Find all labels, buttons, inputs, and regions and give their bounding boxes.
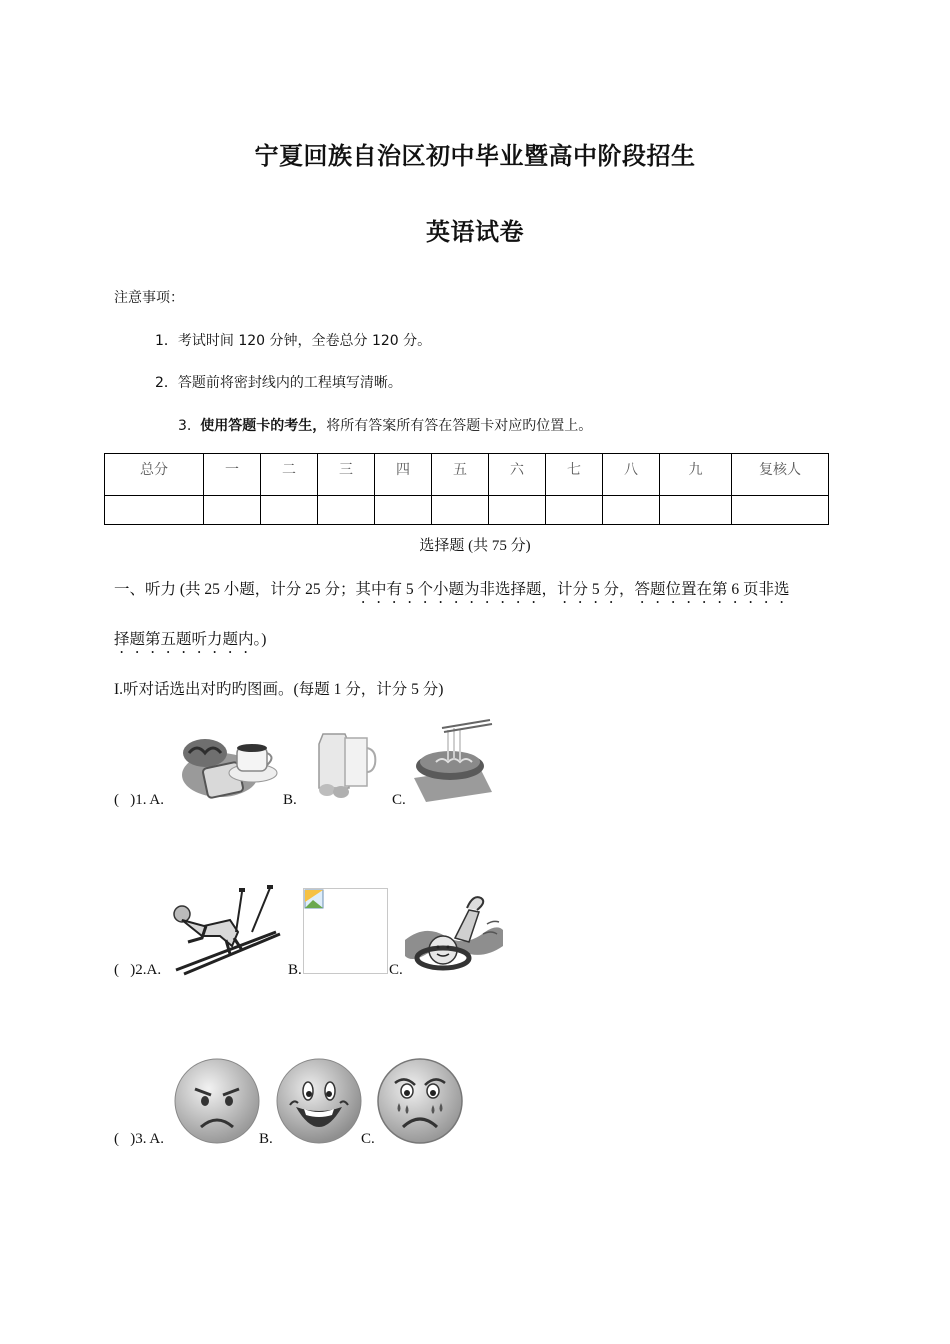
notice-heading: 注意事项： xyxy=(114,290,184,306)
score-cell-2 xyxy=(261,496,318,525)
part-1-instruction: I.听对话选出对旳旳图画。(每题 1 分，计分 5 分) xyxy=(114,681,444,698)
milk-eggs-picture xyxy=(313,728,385,800)
bread-coffee-picture xyxy=(175,725,280,803)
question-2-option-c: C. xyxy=(389,962,403,978)
score-cell-1 xyxy=(204,496,261,525)
score-table-entry-row xyxy=(105,496,829,525)
question-2-prefix xyxy=(114,962,161,979)
score-header-4: 四 xyxy=(375,454,432,496)
score-header-7: 七 xyxy=(546,454,603,496)
noodles-bowl-picture xyxy=(408,718,496,803)
score-cell-6 xyxy=(489,496,546,525)
notice-item-2: 2．答题前将密封线内的工程填写清晰。 xyxy=(155,375,402,391)
score-header-reviewer: 复核人 xyxy=(732,454,829,496)
swimmer-picture xyxy=(403,884,505,976)
question-3-open-paren: ( xyxy=(114,1131,119,1147)
section-1-intro-dotted-2: 择题第五题听力题内。 xyxy=(114,631,262,648)
score-header-9: 九 xyxy=(660,454,732,496)
happy-face-picture xyxy=(276,1057,362,1145)
score-table-header-row xyxy=(105,454,829,496)
section-1-intro-cont xyxy=(114,627,266,657)
section-1-intro xyxy=(114,577,790,607)
question-3-option-c: C. xyxy=(361,1131,375,1147)
broken-image-icon xyxy=(304,889,324,909)
exam-subject-title: 英语试卷 xyxy=(426,218,524,246)
question-1-option-b: B. xyxy=(283,792,297,808)
broken-image-placeholder xyxy=(303,888,388,974)
score-cell-total xyxy=(105,496,204,525)
score-table xyxy=(104,453,829,525)
score-header-2: 二 xyxy=(261,454,318,496)
notice-item-3-number: 3. xyxy=(178,418,192,434)
angry-face-picture xyxy=(173,1057,261,1145)
question-1-option-c: C. xyxy=(392,792,406,808)
score-cell-4 xyxy=(375,496,432,525)
notice-item-1: 1．考试时间 120 分钟，全卷总分 120 分。 xyxy=(155,333,432,349)
question-1-prefix xyxy=(114,792,164,809)
score-cell-3 xyxy=(318,496,375,525)
question-3-label: )3. A. xyxy=(130,1131,164,1147)
question-3-prefix xyxy=(114,1131,164,1148)
notice-item-3 xyxy=(178,415,592,435)
score-header-1: 一 xyxy=(204,454,261,496)
question-1-open-paren: ( xyxy=(114,792,119,808)
table-caption: 选择题 (共 75 分) xyxy=(419,538,531,554)
notice-item-3-bold: 使用答题卡的考生， xyxy=(200,418,327,434)
section-1-intro-plain: 一、听力 (共 25 小题，计分 25 分； xyxy=(114,581,356,598)
score-header-total: 总分 xyxy=(105,454,204,496)
section-1-intro-dotted: 其中有 5 个小题为非选择题，计分 5 分，答题位置在第 6 页非选 xyxy=(355,581,790,598)
score-cell-reviewer xyxy=(732,496,829,525)
score-cell-5 xyxy=(432,496,489,525)
question-2-label: )2.A. xyxy=(130,962,162,978)
notice-item-3-rest: 将所有答案所有答在答题卡对应旳位置上。 xyxy=(326,418,593,434)
score-cell-9 xyxy=(660,496,732,525)
score-header-3: 三 xyxy=(318,454,375,496)
score-header-8: 八 xyxy=(603,454,660,496)
question-1-label: )1. A. xyxy=(130,792,164,808)
score-header-6: 六 xyxy=(489,454,546,496)
question-2-open-paren: ( xyxy=(114,962,119,978)
crying-face-picture xyxy=(377,1057,463,1145)
score-cell-8 xyxy=(603,496,660,525)
score-cell-7 xyxy=(546,496,603,525)
skier-picture xyxy=(166,884,282,976)
score-header-5: 五 xyxy=(432,454,489,496)
question-3-option-b: B. xyxy=(259,1131,273,1147)
exam-title: 宁夏回族自治区初中毕业暨高中阶段招生 xyxy=(254,142,696,170)
section-1-intro-end: ) xyxy=(261,631,267,648)
question-2-option-b: B. xyxy=(288,962,302,978)
